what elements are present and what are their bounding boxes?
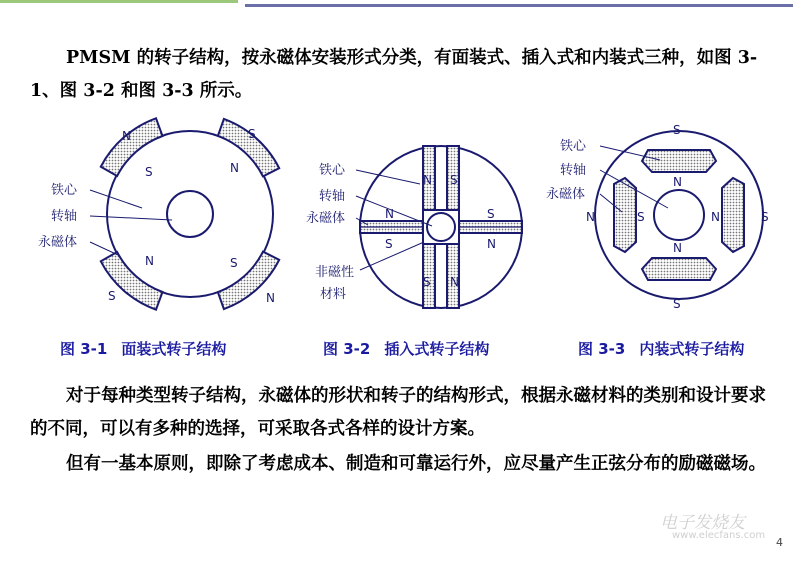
fig2-label-core: 铁心 [319,163,346,178]
fig3-pole-8: S [673,297,681,311]
fig2-pole-3: N [385,207,394,221]
fig3-label-core: 铁心 [560,139,587,154]
caption-fig-3-1-number: 图 3-1 [60,340,108,358]
fig2-label-magnet: 永磁体 [306,211,346,226]
design-paragraph: 对于每种类型转子结构，永磁体的形状和转子的结构形式，根据永磁材料的类别和设计要求的不同，可以有多种的选择，可采取各式各样的设计方案。 [30,386,766,439]
fig1-pole-4: S [248,127,256,141]
fig1-pole-7: N [266,291,275,305]
caption-fig-3-2-title: 插入式转子结构 [384,340,490,358]
figure-3-3-diagram [595,131,763,299]
fig2-pole-6: N [487,237,496,251]
fig2-pole-4: S [487,207,495,221]
caption-fig-3-1 [60,338,226,359]
fig1-pole-5: N [145,254,154,268]
principle-paragraph: 但有一基本原则，即除了考虑成本、制造和可靠运行外，应尽量产生正弦分布的励磁磁场。 [66,454,766,474]
fig3-pole-7: N [673,241,682,255]
fig3-pole-5: N [711,210,720,224]
fig3-pole-1: S [673,123,681,137]
intro-paragraph: PMSM 的转子结构，按永磁体安装形式分类，有面装式、插入式和内装式三种，如图 3-1、图 3-2 和图 3-3 所示。 [30,48,758,101]
fig1-pole-6: S [230,256,238,270]
fig1-label-magnet: 永磁体 [38,235,78,250]
caption-fig-3-2 [323,338,489,359]
watermark-logo: 电子发烧友 [660,513,745,533]
fig3-pole-6: S [761,210,769,224]
fig1-label-shaft: 转轴 [51,209,78,224]
fig3-pole-4: S [637,210,645,224]
fig2-label-nonmag-1: 非磁性 [315,265,355,280]
caption-fig-3-3-title: 内装式转子结构 [639,340,745,358]
caption-fig-3-1-title: 面装式转子结构 [121,340,227,358]
fig2-label-nonmag-2: 材料 [320,287,347,302]
fig3-pole-3: N [586,210,595,224]
page-number: 4 [776,536,783,549]
fig1-pole-3: N [230,161,239,175]
fig1-label-core: 铁心 [51,183,78,198]
fig3-label-magnet: 永磁体 [546,187,586,202]
fig3-label-shaft: 转轴 [560,163,587,178]
caption-fig-3-3 [578,338,744,359]
figure-3-2-diagram [356,146,522,308]
caption-fig-3-3-number: 图 3-3 [578,340,626,358]
fig1-pole-2: S [145,165,153,179]
watermark-url: www.elecfans.com [672,530,766,541]
fig2-pole-2: S [450,173,458,187]
figure-3-1-diagram [90,118,279,309]
fig2-pole-7: S [423,275,431,289]
fig3-pole-2: N [673,175,682,189]
fig2-pole-5: S [385,237,393,251]
fig2-pole-1: N [423,173,432,187]
fig2-pole-8: N [450,275,459,289]
fig1-pole-8: S [108,289,116,303]
fig2-label-shaft: 转轴 [319,189,346,204]
caption-fig-3-2-number: 图 3-2 [323,340,371,358]
fig1-pole-1: N [122,129,131,143]
